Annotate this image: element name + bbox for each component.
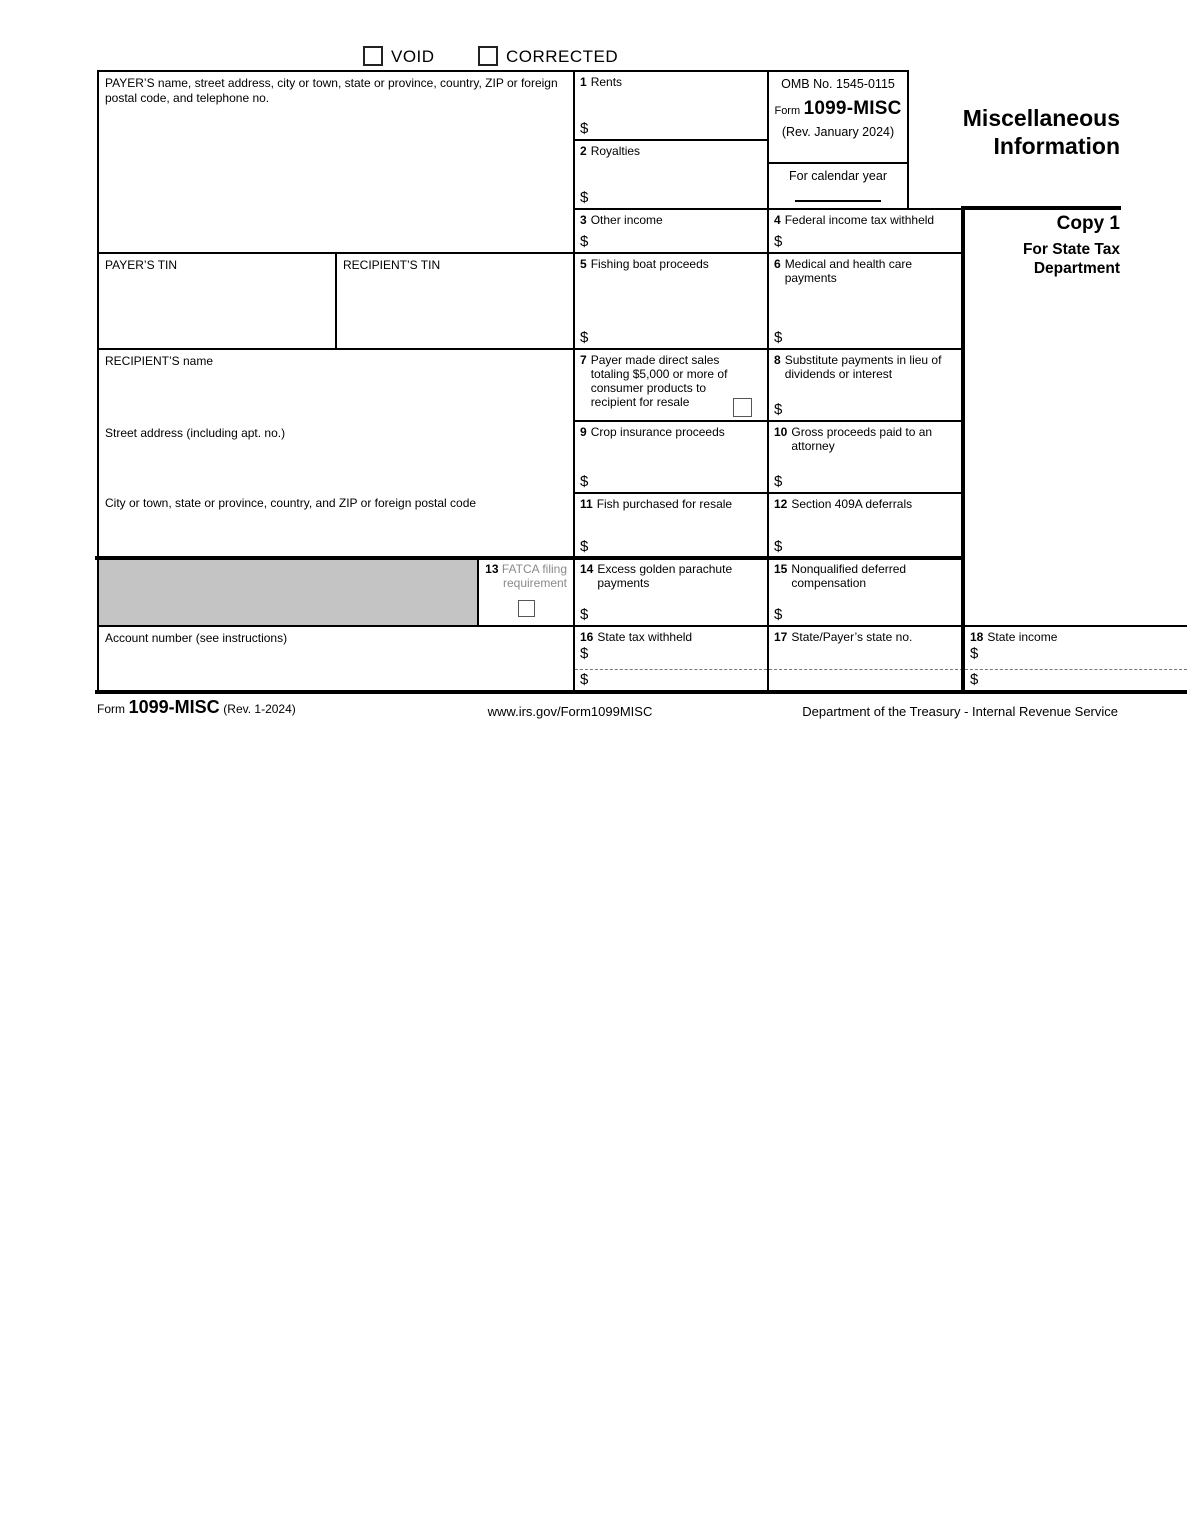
box-15-label: 15 Nonqualified deferred compensation	[774, 562, 907, 590]
revision-label: (Rev. January 2024)	[781, 125, 895, 139]
box-11-fish-purchased[interactable]	[573, 492, 769, 559]
box-17-label: 17 State/Payer’s state no.	[774, 630, 913, 644]
box-1-dollar-sign: $	[580, 120, 589, 137]
box-7-label: 7 Payer made direct sales totaling $5,000 or more of consumer products to recipient for resale	[580, 353, 728, 409]
box-1-label: 1 Rents	[580, 75, 623, 89]
box-16-label: 16 State tax withheld	[580, 630, 693, 644]
box-15-nonqualified-deferred[interactable]	[767, 557, 965, 627]
city-label: City or town, state or province, country, and ZIP or foreign postal code	[105, 496, 477, 510]
box-13-label-line1: FATCA filing	[501, 562, 567, 576]
box-16-dollar-top: $	[580, 645, 589, 662]
box-18-state-income[interactable]	[963, 625, 1187, 694]
box-1-rents[interactable]	[573, 70, 769, 141]
box-13-label	[479, 559, 573, 590]
footer-irs-url: www.irs.gov/Form1099MISC	[487, 704, 653, 719]
box-14-dollar-sign: $	[580, 606, 589, 623]
box-4-dollar-sign: $	[774, 233, 783, 250]
box-6-medical-payments[interactable]	[767, 252, 965, 350]
box-4-federal-tax-withheld[interactable]	[767, 208, 965, 254]
product-title-line2: Information	[993, 133, 1120, 159]
divider-form-bottom-thick	[95, 690, 1187, 694]
box-6-label: 6 Medical and health care payments	[774, 257, 913, 285]
box-16-dashed-divider	[575, 669, 767, 670]
box-14-excess-golden-parachute[interactable]	[573, 557, 769, 627]
box-10-gross-proceeds-attorney[interactable]	[767, 420, 965, 494]
payer-info-label: PAYER’S name, street address, city or town, state or province, country, ZIP or foreign postal code, and telephone no.	[105, 76, 558, 105]
street-address-label: Street address (including apt. no.)	[105, 426, 286, 440]
calendar-year-box[interactable]	[767, 162, 909, 210]
payer-tin-box[interactable]	[97, 252, 337, 350]
box-8-label: 8 Substitute payments in lieu of dividends or interest	[774, 353, 942, 381]
box-14-label: 14 Excess golden parachute payments	[580, 562, 733, 590]
fatca-checkbox[interactable]	[518, 600, 535, 617]
form-number: 1099-MISC	[803, 98, 902, 119]
recipient-tin-label: RECIPIENT’S TIN	[343, 258, 441, 272]
box-12-dollar-sign: $	[774, 538, 783, 555]
box-15-dollar-sign: $	[774, 606, 783, 623]
box-9-dollar-sign: $	[580, 473, 589, 490]
void-checkbox[interactable]	[363, 46, 383, 66]
footer-agency: Department of the Treasury - Internal Revenue Service	[802, 704, 1118, 719]
box-2-dollar-sign: $	[580, 189, 589, 206]
box-17-dashed-divider	[769, 669, 963, 670]
box-13-fatca[interactable]	[477, 557, 575, 627]
box-2-label: 2 Royalties	[580, 144, 641, 158]
box-13-number: 13	[485, 562, 499, 576]
footer-form-word: Form	[97, 702, 125, 716]
account-number-box[interactable]	[97, 625, 575, 694]
box-3-label: 3 Other income	[580, 213, 663, 227]
box-11-dollar-sign: $	[580, 538, 589, 555]
box-18-label: 18 State income	[970, 630, 1058, 644]
payer-tin-label: PAYER’S TIN	[105, 258, 178, 272]
box-11-label: 11 Fish purchased for resale	[580, 497, 733, 511]
form-product-title	[920, 104, 1120, 160]
box-5-label: 5 Fishing boat proceeds	[580, 257, 709, 271]
calendar-year-blank-line[interactable]	[795, 200, 881, 202]
box-17-state-payer-no[interactable]	[767, 625, 965, 694]
account-number-label: Account number (see instructions)	[105, 631, 288, 645]
divider-shaded-row-top-thick	[95, 556, 965, 560]
box-9-label: 9 Crop insurance proceeds	[580, 425, 725, 439]
box-6-dollar-sign: $	[774, 329, 783, 346]
box-18-dollar-bottom: $	[970, 671, 979, 688]
copy-for-line1: For State Tax	[1022, 241, 1120, 258]
form-word: Form	[774, 105, 801, 117]
box-9-crop-insurance[interactable]	[573, 420, 769, 494]
recipient-name-label: RECIPIENT’S name	[105, 354, 214, 368]
void-label: VOID	[391, 47, 435, 66]
omb-number: OMB No. 1545-0115	[781, 77, 895, 91]
box-2-royalties[interactable]	[573, 139, 769, 210]
product-title-line1: Miscellaneous	[962, 105, 1120, 131]
recipient-address-block[interactable]	[97, 348, 575, 559]
box-16-dollar-bottom: $	[580, 671, 589, 688]
box-3-other-income[interactable]	[573, 208, 769, 254]
corrected-checkbox[interactable]	[478, 46, 498, 66]
box-7-checkbox[interactable]	[733, 398, 752, 417]
copy-number-label: Copy 1	[1056, 213, 1120, 234]
box-13-label-line2: requirement	[502, 576, 567, 590]
divider-copy-top-thick	[961, 206, 1121, 210]
box-10-label: 10 Gross proceeds paid to an attorney	[774, 425, 933, 453]
box-8-dollar-sign: $	[774, 401, 783, 418]
corrected-label: CORRECTED	[506, 47, 619, 66]
box-5-dollar-sign: $	[580, 329, 589, 346]
box-18-dashed-divider	[965, 669, 1187, 670]
box-7-direct-sales[interactable]	[573, 348, 769, 422]
divider-vertical-thick	[961, 206, 965, 694]
box-18-dollar-top: $	[970, 645, 979, 662]
footer-revision: (Rev. 1-2024)	[223, 702, 296, 716]
form-title	[769, 98, 907, 119]
shaded-unused-box	[97, 557, 479, 627]
footer-form-id	[97, 697, 296, 717]
footer-form-number: 1099-MISC	[128, 697, 220, 717]
box-12-label: 12 Section 409A deferrals	[774, 497, 913, 511]
copy-recipient-label	[960, 240, 1120, 278]
box-16-state-tax-withheld[interactable]	[573, 625, 769, 694]
box-10-dollar-sign: $	[774, 473, 783, 490]
payer-info-box[interactable]	[97, 70, 575, 254]
box-12-section-409a[interactable]	[767, 492, 965, 559]
box-5-fishing-boat-proceeds[interactable]	[573, 252, 769, 350]
recipient-tin-box[interactable]	[335, 252, 575, 350]
box-8-substitute-payments[interactable]	[767, 348, 965, 422]
copy-for-line2: Department	[1033, 260, 1120, 277]
box-3-dollar-sign: $	[580, 233, 589, 250]
box-4-label: 4 Federal income tax withheld	[774, 213, 935, 227]
calendar-year-label: For calendar year	[789, 169, 887, 183]
omb-form-box	[767, 70, 909, 164]
